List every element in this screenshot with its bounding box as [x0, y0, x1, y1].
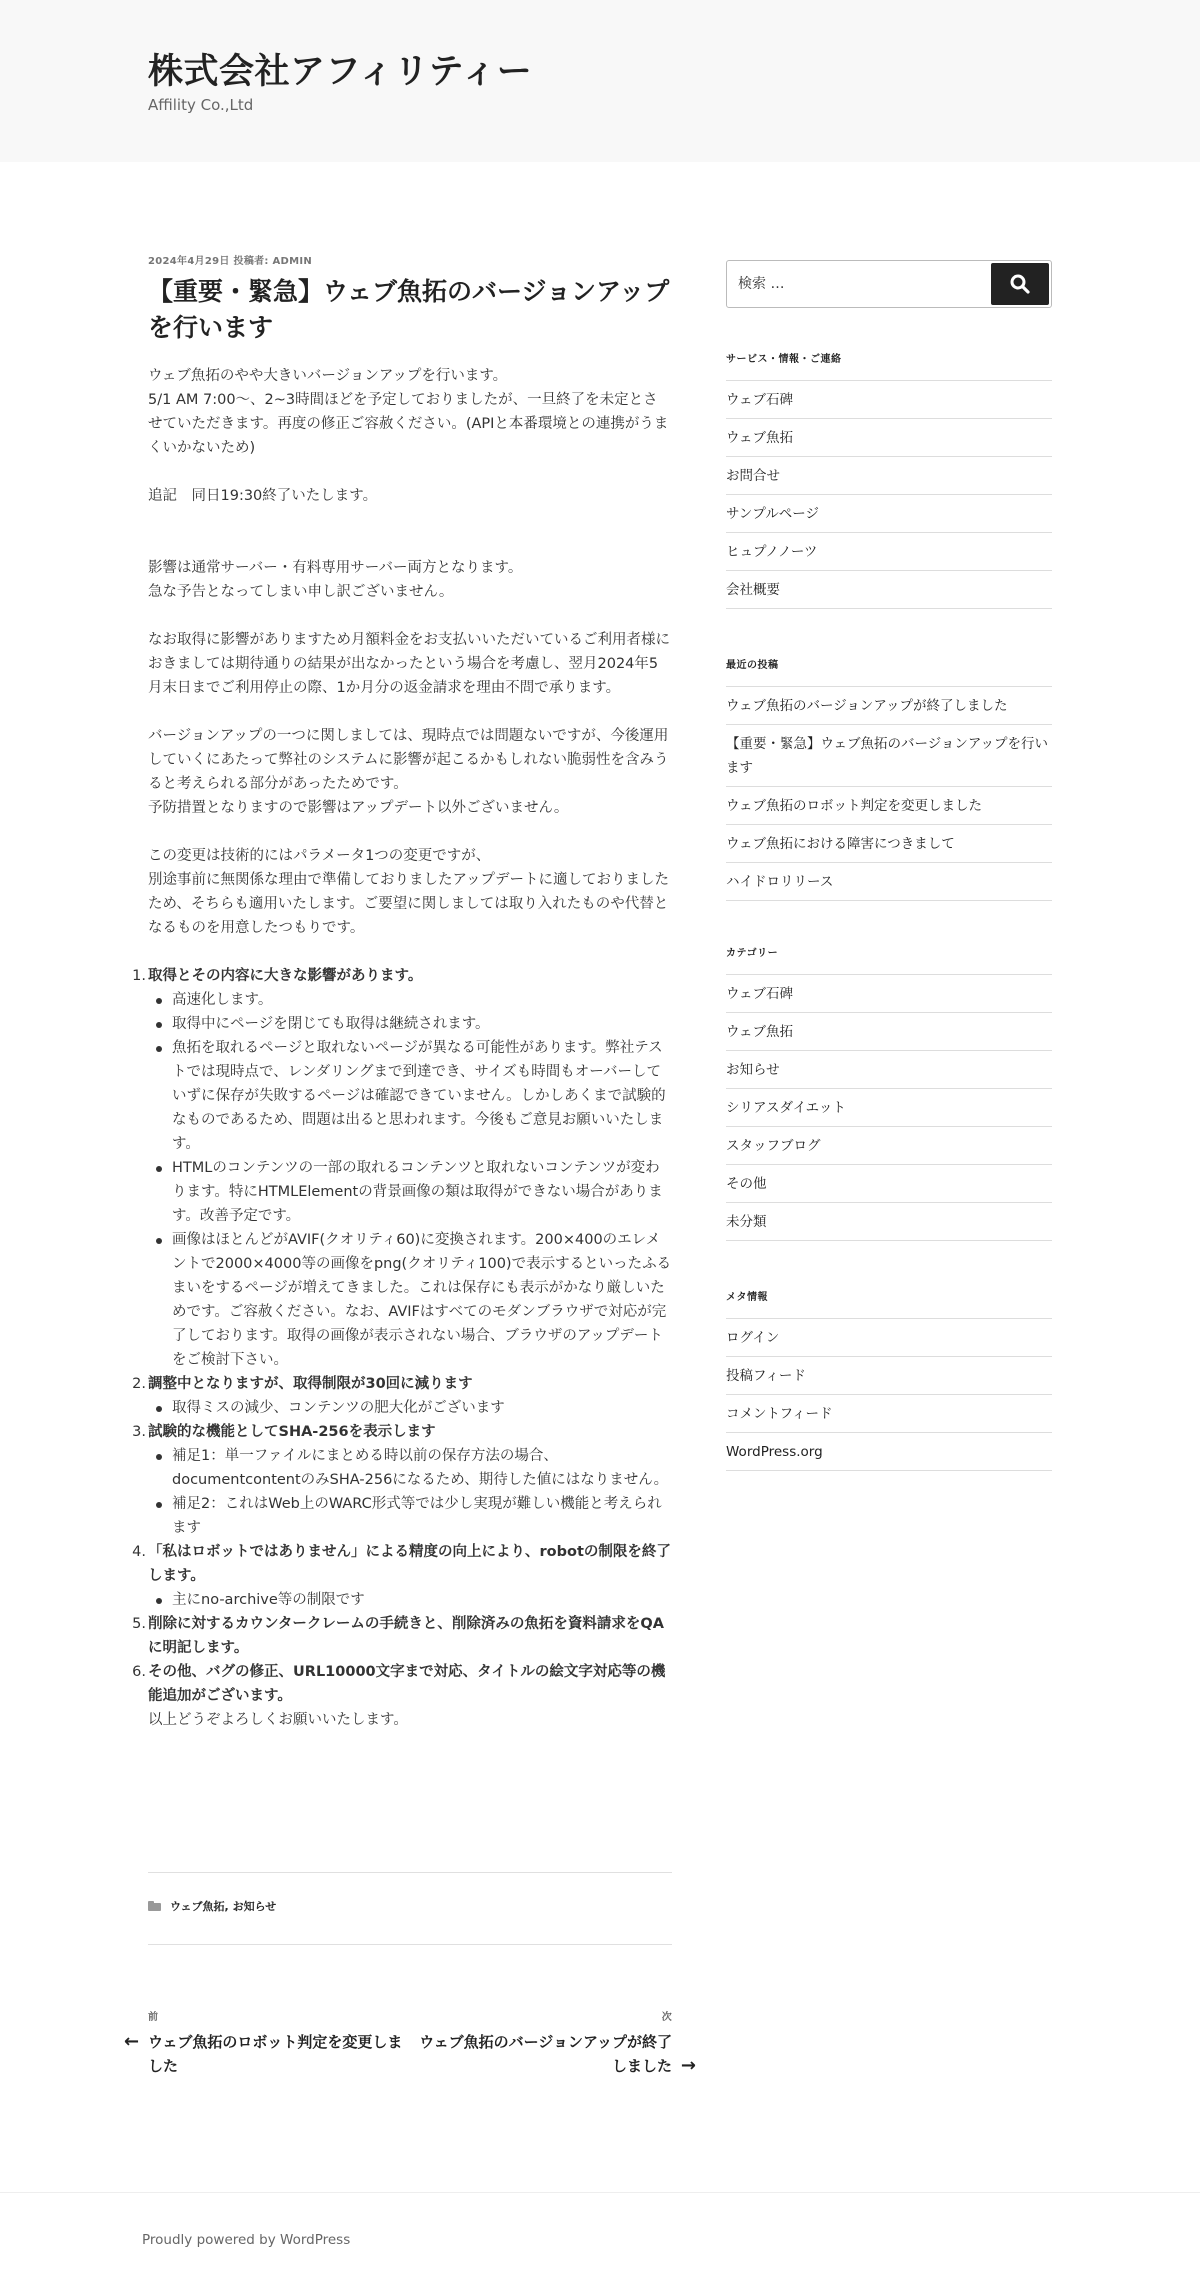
widget-categories — [726, 944, 1052, 1241]
widget-link[interactable]: ハイドロリリース — [726, 874, 834, 890]
widget-list-item — [726, 495, 1052, 533]
widget-list-item — [726, 1051, 1052, 1089]
widget-link[interactable]: 【重要・緊急】ウェブ魚拓のバージョンアップを行います — [726, 736, 1048, 776]
widget-title: メタ情報 — [726, 1292, 768, 1303]
folder-icon — [148, 1901, 162, 1911]
post-content — [132, 364, 672, 1732]
widget-link[interactable]: ヒュプノノーツ — [726, 544, 818, 560]
change-subitem: 補足1：単一ファイルにまとめる時以前の保存方法の場合、documentcontentのみSHA-256になるため、期待した値にはなりません。 — [172, 1444, 672, 1492]
author-prefix: 投稿者: — [233, 256, 269, 267]
widget-title: カテゴリー — [726, 948, 779, 959]
change-item — [132, 964, 672, 1372]
widget-list-item — [726, 571, 1052, 609]
widget-link[interactable]: スタッフブログ — [726, 1138, 821, 1154]
entry-categories — [148, 1896, 276, 1916]
site-description: Affility Co.,Ltd — [148, 96, 254, 114]
widget-link[interactable]: 未分類 — [726, 1214, 767, 1230]
entry-footer-top-divider — [148, 1872, 672, 1873]
previous-label: 前 — [148, 2012, 159, 2023]
change-item-number: 6. — [132, 1664, 146, 1680]
next-post-link[interactable] — [410, 2008, 696, 2078]
widget-link[interactable]: お問合せ — [726, 468, 780, 484]
widget-list-item — [726, 1089, 1052, 1127]
change-item-number: 1. — [132, 968, 146, 984]
widget-list — [726, 686, 1052, 901]
change-item-number: 3. — [132, 1424, 146, 1440]
post-meta — [148, 252, 672, 268]
change-item-number: 4. — [132, 1544, 146, 1560]
change-subitem: HTMLのコンテンツの一部の取れるコンテンツと取れないコンテンツが変わります。特にHTMLElementの背景画像の類は取得ができない場合があります。改善予定です。 — [172, 1156, 672, 1228]
change-subitem: 魚拓を取れるページと取れないページが異なる可能性があります。弊社テストでは現時点で、レンダリングまで到達でき、サイズも時間もオーバーしていずに保存が失敗するページは確認できていません。しかしあくまで試験的なものであるため、問題は出ると思われます。今後もご意見お願いいたします。 — [172, 1036, 672, 1156]
change-subitem: 高速化します。 — [172, 988, 672, 1012]
widget-list-item — [726, 381, 1052, 419]
category-links[interactable]: ウェブ魚拓, お知らせ — [170, 1900, 277, 1913]
widget-link[interactable]: ウェブ魚拓 — [726, 1024, 793, 1040]
arrow-left-icon: ← — [124, 2031, 140, 2052]
widget-list-item — [726, 1127, 1052, 1165]
widget-link[interactable]: その他 — [726, 1176, 767, 1192]
widget-list-item — [726, 687, 1052, 725]
widget-list-item — [726, 787, 1052, 825]
widget-link[interactable]: シリアスダイエット — [726, 1100, 846, 1116]
change-item — [132, 1372, 672, 1420]
impact-line-2: 急な予告となってしまい申し訳ございません。 — [148, 584, 454, 600]
widget-title: サービス・情報・ご連絡 — [726, 354, 842, 365]
change-subitem: 取得ミスの減少、コンテンツの肥大化がございます — [172, 1396, 672, 1420]
widget-list-item — [726, 863, 1052, 901]
widget-list-item — [726, 1013, 1052, 1051]
widget-link[interactable]: ウェブ魚拓のロボット判定を変更しました — [726, 798, 982, 814]
reason-note: 予防措置となりますので影響はアップデート以外ございません。 — [148, 800, 569, 816]
widget-list — [726, 974, 1052, 1241]
widget-list-item — [726, 1357, 1052, 1395]
param-paragraph: 別途事前に無関係な理由で準備しておりましたアップデートに適しておりましたため、そちらも適用いたします。ご要望に関しましては取り入れたものや代替となるものを用意したつもりです。 — [148, 872, 669, 936]
change-item — [132, 1612, 672, 1660]
widget-list-item — [726, 419, 1052, 457]
change-subitem-list — [148, 1444, 672, 1540]
widget-list-item — [726, 1165, 1052, 1203]
previous-post-title: ウェブ魚拓のロボット判定を変更しました — [148, 2033, 403, 2075]
change-item-heading: 削除に対するカウンタークレームの手続きと、削除済みの魚拓を資料請求をQAに明記します。 — [148, 1616, 664, 1656]
widget-list-item — [726, 533, 1052, 571]
sidebar — [726, 260, 1052, 1460]
widget-link[interactable]: 投稿フィード — [726, 1368, 806, 1384]
widget-link[interactable]: WordPress.org — [726, 1444, 823, 1460]
impact-line-1: 影響は通常サーバー・有料専用サーバー両方となります。 — [148, 560, 523, 576]
refund-paragraph: なお取得に影響がありますため月額料金をお支払いいただいているご利用者様におきましては期待通りの結果が出なかったという場合を考慮し、翌月2024年5月末日までご利用停止の際、1か月分の返金請求を理由不問で承ります。 — [148, 632, 670, 696]
widget-list-item — [726, 1395, 1052, 1433]
change-item-heading: 「私はロボットではありません」による精度の向上により、robotの制限を終了します。 — [148, 1544, 671, 1584]
param-line-1: この変更は技術的にはパラメータ1つの変更ですが、 — [148, 848, 491, 864]
change-subitem-list — [148, 1588, 672, 1612]
widget-link[interactable]: ウェブ魚拓 — [726, 430, 793, 446]
change-item-heading: 調整中となりますが、取得制限が30回に減ります — [148, 1376, 473, 1392]
widget-list-item — [726, 1319, 1052, 1357]
search-form — [726, 260, 1052, 308]
entry-footer-bottom-divider — [148, 1944, 672, 1945]
change-list — [132, 964, 672, 1708]
widget-link[interactable]: ウェブ石碑 — [726, 986, 793, 1002]
addendum: 追記 同日19:30終了いたします。 — [148, 488, 378, 504]
post-date[interactable]: 2024年4月29日 — [148, 256, 230, 267]
widget-list-item — [726, 825, 1052, 863]
change-item-number: 2. — [132, 1376, 146, 1392]
change-item — [132, 1540, 672, 1612]
widget-title: 最近の投稿 — [726, 660, 779, 671]
widget-list-item — [726, 975, 1052, 1013]
next-post-title: ウェブ魚拓のバージョンアップが終了しました — [419, 2033, 672, 2075]
site-footer-divider — [0, 2192, 1200, 2193]
widget-link[interactable]: ウェブ魚拓における障害につきまして — [726, 836, 955, 852]
change-item-heading: その他、バグの修正、URL10000文字まで対応、タイトルの絵文字対応等の機能追加がございます。 — [148, 1664, 666, 1704]
widget-services — [726, 350, 1052, 609]
widget-link[interactable]: お知らせ — [726, 1062, 780, 1078]
widget-list-item — [726, 1203, 1052, 1241]
widget-meta — [726, 1288, 1052, 1471]
next-label: 次 — [661, 2012, 672, 2023]
search-icon — [1010, 274, 1030, 294]
post-title: 【重要・緊急】ウェブ魚拓のバージョンアップを行います — [148, 277, 670, 342]
widget-list-item — [726, 457, 1052, 495]
change-subitem: 画像はほとんどがAVIF(クオリティ60)に変換されます。200×400のエレメントで2000×4000等の画像をpng(クオリティ100)で表示するといったふるまいをするページが増えてきました。これは保存にも表示がかなり厳しいためです。ご容赦ください。なお、AVIFはすべてのモダンブラウザで対応が完了しております。取得の画像が表示されない場合、ブラウザのアップデートをご検討下さい。 — [172, 1228, 672, 1372]
previous-post-link[interactable] — [124, 2008, 414, 2078]
site-title[interactable]: 株式会社アフィリティー — [148, 52, 533, 92]
post-author[interactable]: ADMIN — [272, 256, 313, 267]
change-subitem-list — [148, 1396, 672, 1420]
intro-line: ウェブ魚拓のやや大きいバージョンアップを行います。 — [148, 368, 508, 384]
widget-recent-posts — [726, 656, 1052, 901]
change-subitem: 主にno-archive等の制限です — [172, 1588, 672, 1612]
widget-link[interactable]: ウェブ石碑 — [726, 392, 793, 408]
search-button[interactable] — [991, 263, 1049, 305]
site-header — [0, 0, 1200, 162]
search-input[interactable] — [727, 261, 987, 307]
reason-paragraph: バージョンアップの一つに関しましては、現時点では問題ないですが、今後運用していくにあたって弊社のシステムに影響が起こるかもしれない脆弱性を含みうると考えられる部分があったためです。 — [148, 728, 669, 792]
change-item-heading: 試験的な機能としてSHA-256を表示します — [148, 1424, 436, 1440]
change-item — [132, 1420, 672, 1540]
arrow-right-icon: → — [680, 2055, 696, 2076]
widget-link[interactable]: ログイン — [726, 1330, 780, 1346]
powered-by-link[interactable]: Proudly powered by WordPress — [142, 2232, 351, 2248]
intro-schedule: 5/1 AM 7:00〜、2~3時間ほどを予定しておりましたが、一旦終了を未定とさせていただきます。再度の修正ご容赦ください。(APIと本番環境との連携がうまくいかないため) — [148, 392, 669, 456]
change-item-heading: 取得とその内容に大きな影響があります。 — [148, 968, 423, 984]
widget-list — [726, 380, 1052, 609]
widget-link[interactable]: サンプルページ — [726, 506, 820, 522]
widget-list-item — [726, 1433, 1052, 1471]
change-subitem: 補足2：これはWeb上のWARC形式等では少し実現が難しい機能と考えられます — [172, 1492, 672, 1540]
closing-line: 以上どうぞよろしくお願いいたします。 — [148, 1712, 408, 1728]
widget-link[interactable]: コメントフィード — [726, 1406, 833, 1422]
change-subitem: 取得中にページを閉じても取得は継続されます。 — [172, 1012, 672, 1036]
widget-link[interactable]: 会社概要 — [726, 582, 780, 598]
post-article — [132, 252, 672, 1756]
change-item — [132, 1660, 672, 1708]
change-item-number: 5. — [132, 1616, 146, 1632]
widget-link[interactable]: ウェブ魚拓のバージョンアップが終了しました — [726, 698, 1008, 714]
widget-list-item — [726, 725, 1052, 787]
widget-list — [726, 1318, 1052, 1471]
change-subitem-list — [148, 988, 672, 1372]
